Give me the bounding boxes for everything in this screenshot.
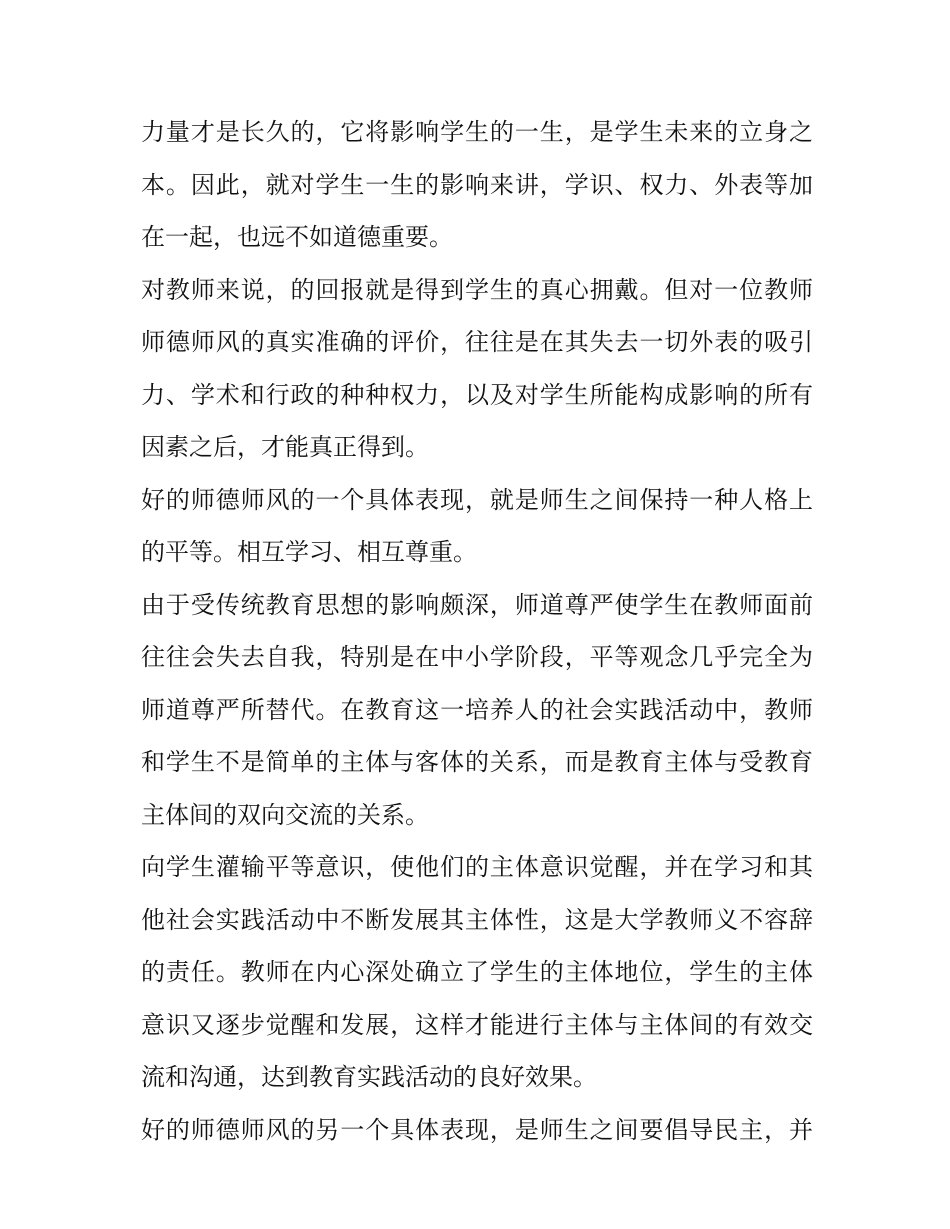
text-line: 好的师德师风的另一个具体表现，是师生之间要倡导民主，并: [141, 1115, 813, 1144]
text-line: 他社会实践活动中不断发展其主体性，这是大学教师义不容辞: [141, 905, 813, 934]
text-line: 师道尊严所替代。在教育这一培养人的社会实践活动中，教师: [141, 695, 813, 724]
text-line: 意识又逐步觉醒和发展，这样才能进行主体与主体间的有效交: [141, 1010, 813, 1039]
paragraph-1: [141, 106, 813, 264]
text-line: 由于受传统教育思想的影响颇深，师道尊严使学生在教师面前: [141, 590, 813, 619]
text-line: 的平等。相互学习、相互尊重。: [141, 538, 477, 566]
text-line: 师德师风的真实准确的评价，往往是在其失去一切外表的吸引: [141, 328, 813, 356]
text-line: 对教师来说，的回报就是得到学生的真心拥戴。但对一位教师: [141, 275, 813, 304]
text-line: 主体间的双向交流的关系。: [141, 800, 429, 829]
paragraph-6: [141, 1104, 813, 1157]
paragraph-4: [141, 579, 813, 842]
paragraph-3: [141, 474, 813, 579]
text-line: 的责任。教师在内心深处确立了学生的主体地位，学生的主体: [141, 958, 813, 986]
text-line: 好的师德师风的一个具体表现，就是师生之间保持一种人格上: [141, 485, 813, 514]
text-line: 往往会失去自我，特别是在中小学阶段，平等观念几乎完全为: [141, 643, 813, 671]
text-line: 本。因此，就对学生一生的影响来讲，学识、权力、外表等加: [141, 170, 813, 199]
text-line: 因素之后，才能真正得到。: [141, 433, 429, 461]
text-line: 和学生不是简单的主体与客体的关系，而是教育主体与受教育: [141, 748, 813, 776]
text-line: 力量才是长久的，它将影响学生的一生，是学生未来的立身之: [141, 118, 813, 146]
text-line: 流和沟通，达到教育实践活动的良好效果。: [141, 1063, 597, 1091]
paragraph-5: [141, 841, 813, 1104]
text-line: 向学生灌输平等意识，使他们的主体意识觉醒，并在学习和其: [141, 853, 813, 881]
text-line: 在一起，也远不如道德重要。: [141, 223, 453, 251]
document-body: [141, 106, 813, 1156]
text-line: 力、学术和行政的种种权力，以及对学生所能构成影响的所有: [141, 380, 813, 409]
paragraph-2: [141, 264, 813, 474]
